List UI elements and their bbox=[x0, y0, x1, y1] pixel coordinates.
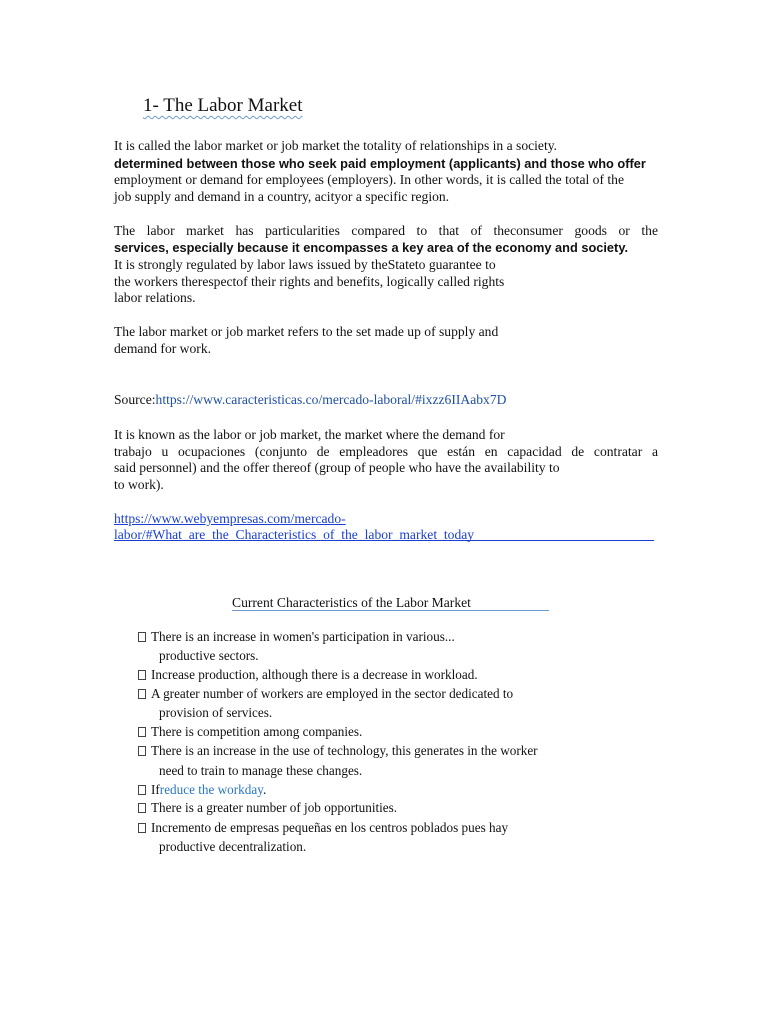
paragraph-2-line-2: services, especially because it encompasses a key area of the economy and society. bbox=[114, 240, 629, 255]
paragraph-3-line-1: The labor market or job market refers to the set made up of supply and bbox=[114, 324, 499, 339]
source-label: Source: bbox=[114, 392, 156, 407]
missing-glyph-bullet-icon bbox=[138, 632, 146, 642]
paragraph-2-line-4: the workers therespectof their rights and benefits, logically called rights bbox=[114, 274, 505, 289]
missing-glyph-bullet-icon bbox=[138, 823, 146, 833]
source-line bbox=[114, 391, 506, 408]
list-item-continuation: provision of services. bbox=[159, 705, 273, 720]
missing-glyph-bullet-icon bbox=[138, 689, 146, 699]
paragraph-4-line-2: trabajo u ocupaciones (conjunto de empleadores que están en capacidad de contratar a bbox=[114, 444, 658, 459]
paragraph-1-line-2: determined between those who seek paid employment (applicants) and those who offer bbox=[114, 156, 646, 171]
missing-glyph-bullet-icon bbox=[138, 785, 146, 795]
list-item: There is an increase in women's participation in various... bbox=[138, 628, 455, 645]
list-item: Incremento de empresas pequeñas en los centros poblados pues hay bbox=[138, 819, 508, 836]
hyperlink-underline bbox=[114, 540, 654, 541]
list-item: A greater number of workers are employed in the sector dedicated to bbox=[138, 685, 513, 702]
list-item-continuation: productive decentralization. bbox=[159, 839, 307, 854]
paragraph-1-line-4: job supply and demand in a country, acityor a specific region. bbox=[114, 189, 450, 204]
paragraph-2-line-5: labor relations. bbox=[114, 290, 196, 305]
paragraph-3-line-2: demand for work. bbox=[114, 341, 212, 356]
list-item: There is a greater number of job opportunities. bbox=[138, 799, 397, 816]
list-item: Increase production, although there is a decrease in workload. bbox=[138, 666, 478, 683]
paragraph-1-line-1: It is called the labor market or job market the totality of relationships in a society. bbox=[114, 138, 558, 153]
section-subheading: Current Characteristics of the Labor Market bbox=[232, 595, 471, 610]
list-item-continuation: need to train to manage these changes. bbox=[159, 763, 363, 778]
source-link[interactable]: https://www.caracteristicas.co/mercado-laboral/#ixzz6IIAabx7D bbox=[155, 392, 507, 407]
list-item: Ifreduce the workday. bbox=[138, 781, 266, 798]
hyperlink-line-1[interactable]: https://www.webyempresas.com/mercado- bbox=[114, 511, 346, 526]
highlighted-phrase: reduce the workday bbox=[159, 782, 263, 797]
list-item: There is competition among companies. bbox=[138, 723, 362, 740]
subheading-underline bbox=[232, 610, 549, 611]
paragraph-1-line-3: employment or demand for employees (employers). In other words, it is called the total of the bbox=[114, 172, 624, 187]
paragraph-4-line-1: It is known as the labor or job market, the market where the demand for bbox=[114, 427, 505, 442]
paragraph-4-line-4: to work). bbox=[114, 477, 164, 492]
paragraph-4-line-3: said personnel) and the offer thereof (group of people who have the availability to bbox=[114, 460, 560, 475]
page-title: 1- The Labor Market bbox=[143, 95, 303, 116]
hyperlink-line-2[interactable]: labor/#What_are_the_Characteristics_of_the_labor_market_today bbox=[114, 527, 475, 542]
missing-glyph-bullet-icon bbox=[138, 803, 146, 813]
paragraph-2-line-3: It is strongly regulated by labor laws issued by theStateto guarantee to bbox=[114, 257, 496, 272]
paragraph-2-line-1: The labor market has particularities compared to that of theconsumer goods or the bbox=[114, 223, 658, 238]
list-item-continuation: productive sectors. bbox=[159, 648, 259, 663]
missing-glyph-bullet-icon bbox=[138, 670, 146, 680]
missing-glyph-bullet-icon bbox=[138, 727, 146, 737]
list-item: There is an increase in the use of technology, this generates in the worker bbox=[138, 742, 538, 759]
missing-glyph-bullet-icon bbox=[138, 746, 146, 756]
